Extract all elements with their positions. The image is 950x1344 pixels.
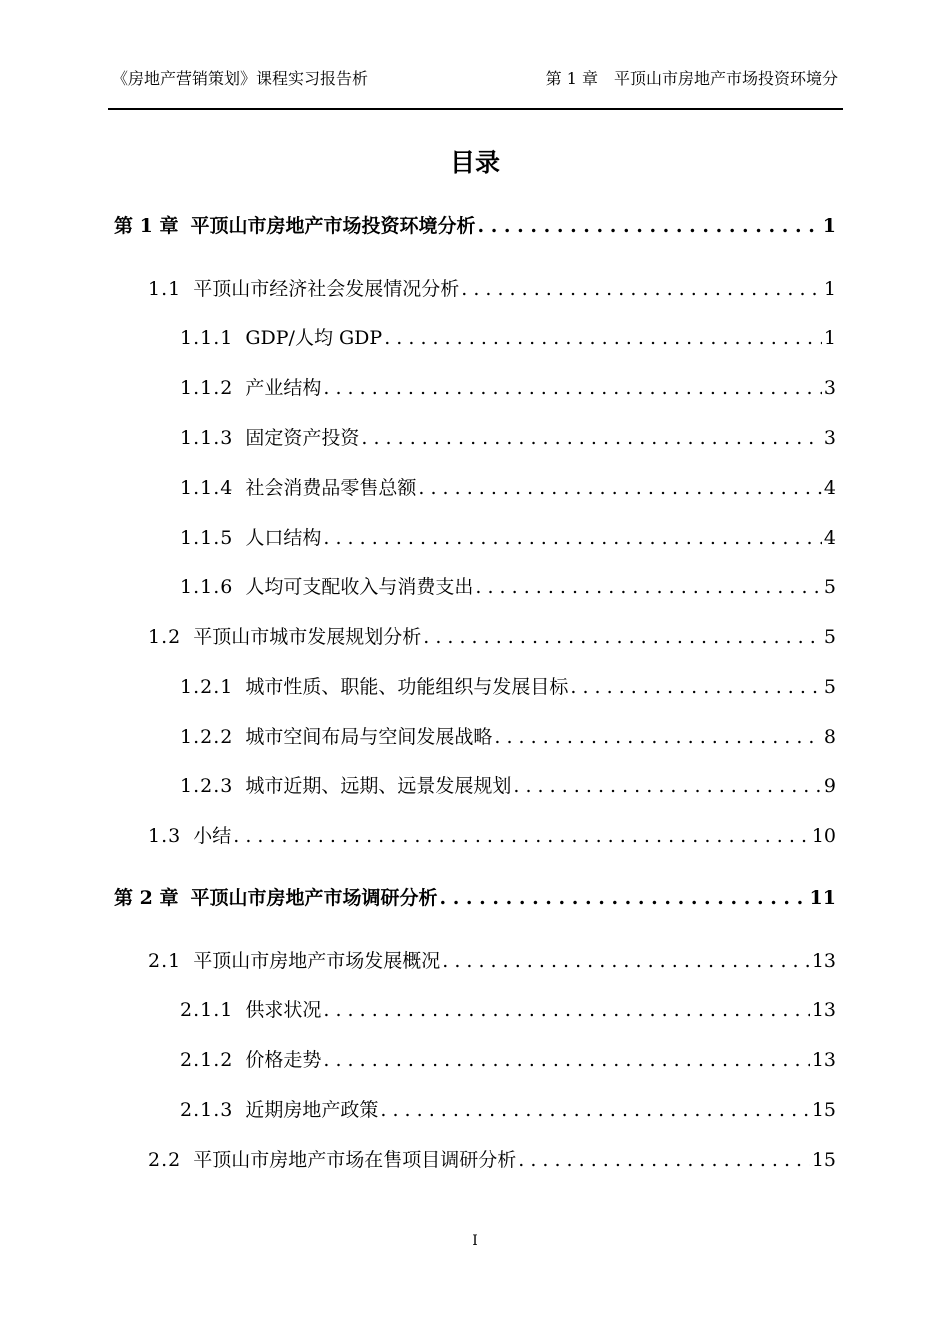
toc-leader-dots <box>380 1096 809 1124</box>
toc-entry-number: 第 1 章 <box>114 215 179 237</box>
toc-entry-page: 5 <box>823 576 836 598</box>
toc-leader-dots <box>323 524 822 552</box>
toc-leader-dots <box>384 324 822 352</box>
toc-entry-text: 平顶山市房地产市场发展概况 <box>193 950 441 972</box>
toc-entry-number: 2.1.2 <box>180 1049 234 1071</box>
toc-entry-number: 2.2 <box>148 1149 182 1171</box>
toc-entry-page: 13 <box>811 950 836 972</box>
toc-leader-dots <box>323 1046 809 1074</box>
toc-leader-dots <box>477 212 820 240</box>
toc-leader-dots <box>494 723 822 751</box>
toc-entry-number: 2.1 <box>148 950 182 972</box>
toc-entry-1-2-3[interactable] <box>180 772 836 800</box>
toc-entry-page: 3 <box>823 377 836 399</box>
toc-entry-2-1-3[interactable] <box>180 1096 836 1124</box>
toc-entry-text: 价格走势 <box>245 1049 322 1071</box>
toc-entry-text: 固定资产投资 <box>245 427 360 449</box>
toc-entry-page: 15 <box>811 1149 836 1171</box>
toc-entry-number: 1.1.6 <box>180 576 234 598</box>
toc-entry-number: 1.2.2 <box>180 726 234 748</box>
header-right-chapter: 第 1 章 平顶山市房地产市场投资环境分 <box>545 69 838 88</box>
toc-entry-number: 第 2 章 <box>114 887 179 909</box>
toc-entry-2-1[interactable] <box>148 947 836 975</box>
toc-entry-number: 1.2.3 <box>180 775 234 797</box>
toc-entry-page: 10 <box>811 825 836 847</box>
toc-entry-page: 1 <box>822 215 836 237</box>
toc-entry-text: 社会消费品零售总额 <box>245 477 417 499</box>
toc-entry-1-1-4[interactable] <box>180 474 836 502</box>
toc-entry-text: 近期房地产政策 <box>245 1099 379 1121</box>
toc-entry-number: 1.2.1 <box>180 676 234 698</box>
toc-entry-page: 8 <box>823 726 836 748</box>
toc-entry-page: 15 <box>811 1099 836 1121</box>
toc-entry-page: 13 <box>811 1049 836 1071</box>
toc-entry-text: 小结 <box>193 825 232 847</box>
toc-title: 目录 <box>449 148 500 177</box>
toc-entry-page: 4 <box>823 477 836 499</box>
toc-entry-page: 11 <box>809 887 836 909</box>
toc-entry-page: 3 <box>823 427 836 449</box>
toc-entry-text: 城市近期、远期、远景发展规划 <box>245 775 512 797</box>
toc-entry-2-1-1[interactable] <box>180 996 836 1024</box>
toc-entry-page: 5 <box>823 676 836 698</box>
toc-entry-text: GDP/人均 GDP <box>245 327 383 349</box>
toc-leader-dots <box>513 772 822 800</box>
toc-leader-dots <box>475 573 822 601</box>
toc-entry-page: 4 <box>823 527 836 549</box>
toc-entry-2-1-2[interactable] <box>180 1046 836 1074</box>
toc-entry-number: 1.1 <box>148 278 182 300</box>
toc-entry-number: 1.1.5 <box>180 527 234 549</box>
toc-entry-1-2-2[interactable] <box>180 723 836 751</box>
toc-leader-dots <box>361 424 822 452</box>
toc-entry-chapter-2[interactable] <box>114 884 836 912</box>
toc-leader-dots <box>323 374 822 402</box>
toc-entry-text: 平顶山市经济社会发展情况分析 <box>193 278 460 300</box>
toc-entry-number: 1.1.1 <box>180 327 234 349</box>
toc-entry-text: 人口结构 <box>245 527 322 549</box>
toc-entry-number: 1.1.2 <box>180 377 234 399</box>
toc-entry-number: 1.1.4 <box>180 477 234 499</box>
toc-entry-text: 平顶山市房地产市场投资环境分析 <box>190 215 476 237</box>
toc-entry-1-2[interactable] <box>148 623 836 651</box>
toc-leader-dots <box>418 474 822 502</box>
toc-entry-text: 平顶山市城市发展规划分析 <box>193 626 422 648</box>
toc-entry-number: 2.1.1 <box>180 999 234 1021</box>
toc-entry-text: 产业结构 <box>245 377 322 399</box>
toc-leader-dots <box>461 275 822 303</box>
toc-entry-page: 5 <box>823 626 836 648</box>
toc-leader-dots <box>423 623 822 651</box>
header-left-title: 《房地产营销策划》课程实习报告析 <box>112 69 369 88</box>
toc-leader-dots <box>323 996 809 1024</box>
toc-entry-text: 平顶山市房地产市场在售项目调研分析 <box>193 1149 517 1171</box>
toc-entry-page: 1 <box>823 327 836 349</box>
toc-entry-number: 1.1.3 <box>180 427 234 449</box>
toc-entry-text: 平顶山市房地产市场调研分析 <box>190 887 438 909</box>
toc-entry-text: 城市空间布局与空间发展战略 <box>245 726 493 748</box>
toc-leader-dots <box>442 947 810 975</box>
toc-entry-number: 2.1.3 <box>180 1099 234 1121</box>
toc-entry-1-2-1[interactable] <box>180 673 836 701</box>
toc-entry-1-3[interactable] <box>148 822 836 850</box>
toc-leader-dots <box>518 1146 810 1174</box>
toc-entry-number: 1.2 <box>148 626 182 648</box>
toc-leader-dots <box>570 673 822 701</box>
toc-entry-text: 供求状况 <box>245 999 322 1021</box>
toc-entry-number: 1.3 <box>148 825 182 847</box>
toc-entry-1-1-5[interactable] <box>180 524 836 552</box>
toc-entry-1-1-6[interactable] <box>180 573 836 601</box>
toc-entry-page: 9 <box>823 775 836 797</box>
toc-entry-text: 城市性质、职能、功能组织与发展目标 <box>245 676 569 698</box>
toc-leader-dots <box>439 884 807 912</box>
toc-entry-text: 人均可支配收入与消费支出 <box>245 576 474 598</box>
page-number-footer: I <box>472 1233 478 1249</box>
toc-entry-1-1-3[interactable] <box>180 424 836 452</box>
toc-entry-page: 1 <box>823 278 836 300</box>
toc-entry-page: 13 <box>811 999 836 1021</box>
toc-entry-chapter-1[interactable] <box>114 212 836 240</box>
toc-leader-dots <box>233 822 810 850</box>
toc-entry-1-1[interactable] <box>148 275 836 303</box>
toc-entry-1-1-1[interactable] <box>180 324 836 352</box>
toc-entry-1-1-2[interactable] <box>180 374 836 402</box>
toc-entry-2-2[interactable] <box>148 1146 836 1174</box>
